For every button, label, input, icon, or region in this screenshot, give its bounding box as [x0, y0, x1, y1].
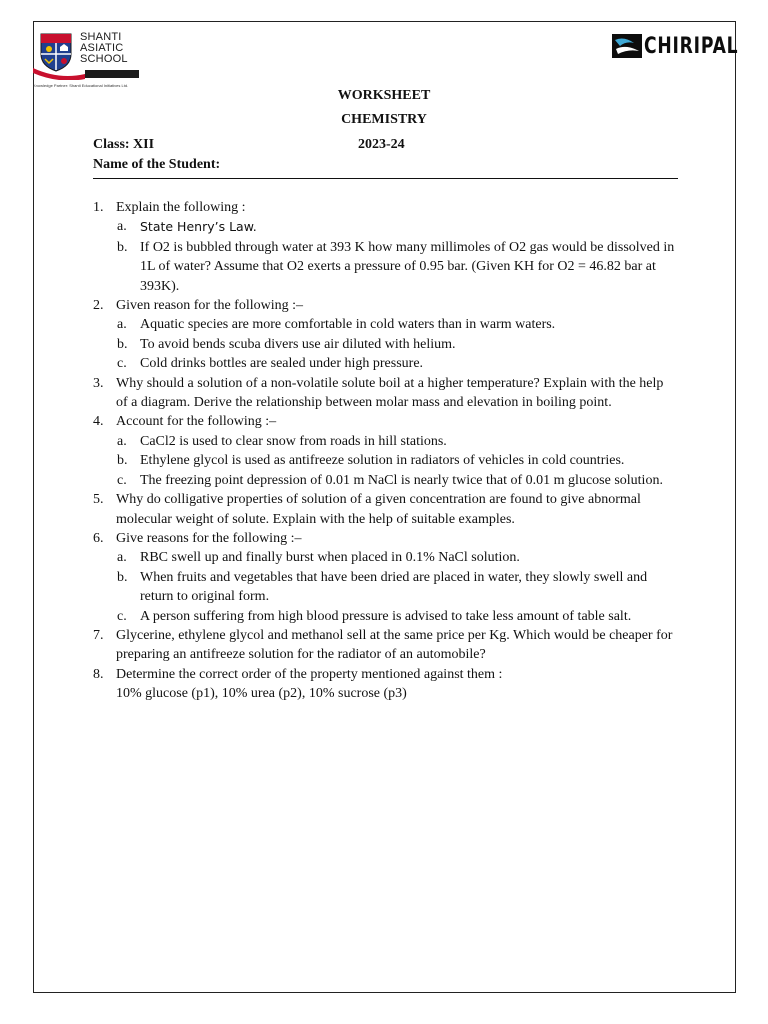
- sub-question-text: The freezing point depression of 0.01 m NaCl is nearly twice that of 0.01 m glucose solution.: [140, 472, 663, 488]
- question-extra-line: 10% glucose (p1), 10% urea (p2), 10% sucrose (p3): [116, 686, 407, 702]
- sub-question-text: Cold drinks bottles are sealed under high pressure.: [140, 356, 424, 372]
- sub-question: [93, 568, 678, 607]
- sub-question-label: a.: [117, 433, 127, 449]
- question-number: 2.: [93, 298, 104, 314]
- sub-question-text: RBC swell up and finally burst when placed in 0.1% NaCl solution.: [140, 550, 520, 566]
- sub-question-label: a.: [117, 219, 127, 235]
- school-name-line: SCHOOL: [80, 53, 128, 65]
- sub-question-label: a.: [117, 317, 127, 333]
- question-item: [93, 296, 678, 315]
- sub-question: [93, 471, 678, 490]
- sub-question: [93, 238, 678, 296]
- school-name-line: ASIATIC: [80, 42, 124, 54]
- question-text: Glycerine, ethylene glycol and methanol sell at the same price per Kg. Which would be cheaper for preparing an antifreeze solution for the radiator of an automobile?: [116, 627, 673, 663]
- sub-question: [93, 217, 678, 237]
- sub-question-label: a.: [117, 550, 127, 566]
- sub-question-label: b.: [117, 336, 128, 352]
- school-name: [80, 32, 128, 65]
- sub-question-label: b.: [117, 453, 128, 469]
- sub-question-label: c.: [117, 608, 127, 624]
- sub-question-text: When fruits and vegetables that have been dried are placed in water, they slowly swell and return to original form.: [140, 569, 648, 605]
- academic-year: 2023-24: [358, 137, 405, 152]
- question-item: [93, 374, 678, 413]
- chiripal-logo: [612, 32, 739, 62]
- sub-question: [93, 432, 678, 451]
- question-item: [93, 412, 678, 431]
- header-divider: [93, 178, 678, 179]
- worksheet-title: WORKSHEET: [337, 88, 431, 103]
- question-text: Explain the following :: [116, 200, 246, 215]
- sub-question: [93, 548, 678, 567]
- sub-question: [93, 354, 678, 373]
- sub-question-label: c.: [117, 472, 127, 488]
- sub-question-text: Ethylene glycol is used as antifreeze solution in radiators of vehicles in cold countries.: [140, 453, 625, 469]
- sub-question: [93, 451, 678, 470]
- question-list: [93, 198, 678, 704]
- question-text: Give reasons for the following :–: [116, 530, 302, 546]
- school-ribbon: [33, 66, 139, 80]
- question-number: 5.: [93, 492, 104, 508]
- sub-question: [93, 335, 678, 354]
- sub-question: [93, 607, 678, 626]
- question-number: 3.: [93, 375, 104, 391]
- sub-question: [93, 315, 678, 334]
- question-text: Why should a solution of a non-volatile solute boil at a higher temperature? Explain with the help of a diagram. Derive the relationship between molar mass and elevation in boiling point.: [116, 375, 664, 411]
- partner-text: Knowledge Partner: Shanti Educational Initiatives Ltd.: [33, 83, 129, 88]
- subject-title: CHEMISTRY: [341, 112, 427, 127]
- sub-question-text: If O2 is bubbled through water at 393 K how many millimoles of O2 gas would be dissolved in 1L of water? Assume that O2 exerts a pressure of 0.95 bar. (Given KH for O2 = 46.82 bar at 393K).: [140, 239, 675, 294]
- question-number: 8.: [93, 666, 104, 682]
- question-item: [93, 626, 678, 665]
- question-item: [93, 198, 678, 217]
- class-label: Class: XII: [93, 137, 155, 152]
- question-item: [93, 490, 678, 529]
- sub-question-text: CaCl2 is used to clear snow from roads in hill stations.: [140, 433, 447, 449]
- question-number: 6.: [93, 530, 104, 546]
- sub-question-label: b.: [117, 569, 128, 585]
- sub-question-label: b.: [117, 239, 128, 255]
- sub-question-text: Aquatic species are more comfortable in cold waters than in warm waters.: [140, 317, 556, 333]
- question-number: 7.: [93, 627, 104, 643]
- school-name-line: SHANTI: [80, 31, 122, 43]
- school-logo: [33, 28, 183, 94]
- chiripal-name: CHIRIPAL: [644, 34, 739, 59]
- question-item: [93, 665, 678, 684]
- question-text: Given reason for the following :–: [116, 298, 304, 314]
- sub-question-text: To avoid bends scuba divers use air diluted with helium.: [140, 336, 456, 352]
- question-text: Account for the following :–: [116, 414, 277, 430]
- question-number: 4.: [93, 414, 104, 430]
- sub-question-text: State Henry’s Law.: [140, 219, 257, 235]
- sub-question-label: c.: [117, 356, 127, 372]
- question-number: 1.: [93, 200, 104, 215]
- question-text: Determine the correct order of the property mentioned against them :: [116, 666, 503, 682]
- question-item: [93, 529, 678, 548]
- chiripal-mark-icon: [612, 34, 642, 58]
- student-name-label: Name of the Student:: [93, 157, 221, 172]
- question-text: Why do colligative properties of solution of a given concentration are found to give abnormal molecular weight of solute. Explain with the help of suitable examples.: [116, 492, 641, 527]
- sub-question-text: A person suffering from high blood pressure is advised to take less amount of table salt.: [140, 608, 632, 624]
